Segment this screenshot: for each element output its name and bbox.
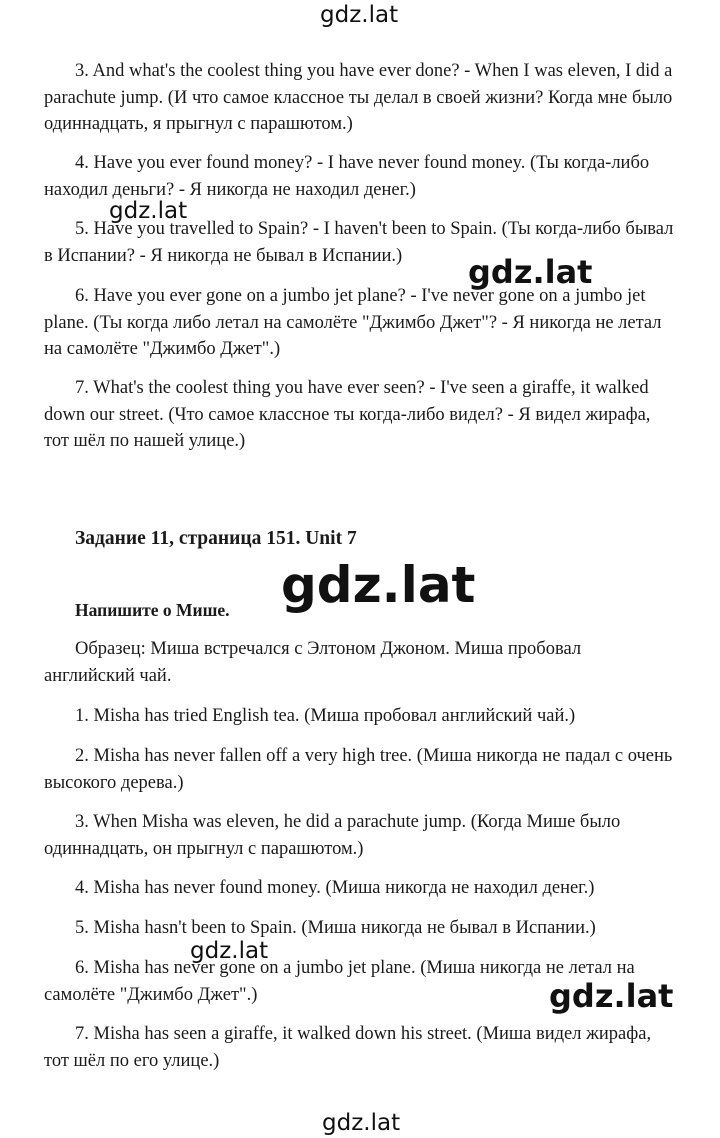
answer-item-7: 7. What's the coolest thing you have ever seen? - I've seen a giraffe, it walked down our street. (Что самое классное ты когда-либо видел? - Я видел жирафа, тот шёл по нашей улице.) — [44, 378, 651, 451]
watermark-small-1: gdz.lat — [109, 198, 188, 224]
misha-item-7: 7. Misha has seen a giraffe, it walked down his street. (Миша видел жирафа, тот шёл по его улице.) — [44, 1024, 652, 1071]
task-heading: Задание 11, страница 151. Unit 7 — [75, 528, 357, 549]
answer-item-5: 5. Have you travelled to Spain? - I haven't been to Spain. (Ты когда-либо бывал в Испании? - Я никогда не бывал в Испании.) — [44, 219, 674, 266]
misha-item-2: 2. Misha has never fallen off a very high tree. (Миша никогда не падал с очень высокого дерева.) — [44, 746, 673, 793]
task-subheading: Напишите о Мише. — [75, 600, 230, 620]
misha-item-4: 4. Misha has never found money. (Миша никогда не находил денег.) — [75, 878, 595, 898]
watermark-medium-1: gdz.lat — [468, 253, 593, 291]
watermark-top: gdz.lat — [320, 2, 399, 28]
example-text: Образец: Миша встречался с Элтоном Джоном. Миша пробовал английский чай. — [44, 639, 582, 686]
misha-item-6: 6. Misha has never gone on a jumbo jet plane. (Миша никогда не летал на самолёте "Джимбо Джет".) — [44, 958, 635, 1005]
watermark-small-2: gdz.lat — [190, 938, 269, 964]
watermark-bottom: gdz.lat — [322, 1110, 401, 1136]
watermark-medium-2: gdz.lat — [549, 977, 674, 1015]
misha-item-1: 1. Misha has tried English tea. (Миша пробовал английский чай.) — [75, 706, 576, 726]
answer-item-6: 6. Have you ever gone on a jumbo jet plane? - I've never gone on a jumbo jet plane. (Ты когда либо летал на самолёте "Джимбо Джет"? - Я никогда не летал на самолёте "Джимбо Джет".) — [44, 286, 662, 359]
answer-item-4: 4. Have you ever found money? - I have never found money. (Ты когда-либо находил деньги? - Я никогда не находил денег.) — [44, 153, 650, 200]
misha-item-5: 5. Misha hasn't been to Spain. (Миша никогда не бывал в Испании.) — [75, 918, 596, 938]
watermark-large: gdz.lat — [281, 556, 476, 614]
answer-item-3: 3. And what's the coolest thing you have ever done? - When I was eleven, I did a parachute jump. (И что самое классное ты делал в своей жизни? Когда мне было одиннадцать, я прыгнул с парашютом.) — [44, 61, 673, 134]
misha-item-3: 3. When Misha was eleven, he did a parachute jump. (Когда Мише было одиннадцать, он прыгнул с парашютом.) — [44, 812, 621, 859]
